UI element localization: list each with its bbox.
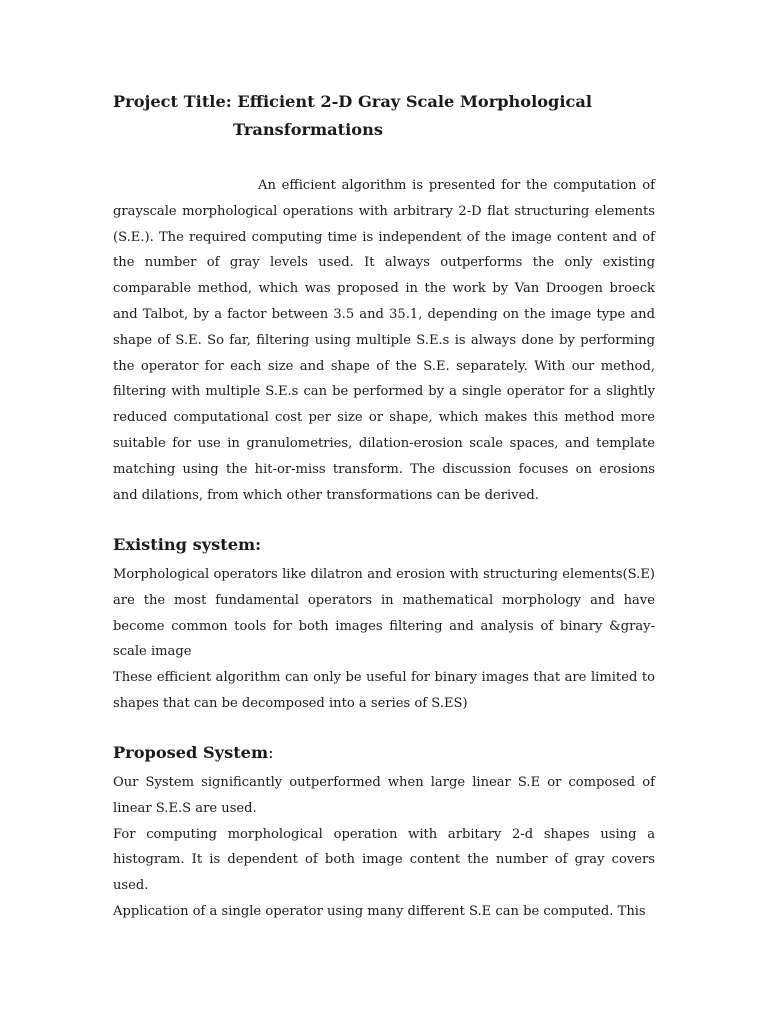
project-title	[113, 88, 658, 144]
abstract-paragraph: An efficient algorithm is presented for the computation of grayscale morphological operations with arbitrary 2-D flat structuring elements (S.E.). The required computing time is independent of the image content and of the number of gray levels used. It always outperforms the only existing comparable method, which was proposed in the work by Van Droogen broeck and Talbot, by a factor between 3.5 and 35.1, depending on the image type and shape of S.E. So far, filtering using multiple S.E.s is always done by performing the operator for each size and shape of the S.E. separately. With our method, filtering with multiple S.E.s can be performed by a single operator for a slightly reduced computational cost per size or shape, which makes this method more suitable for use in granulometries, dilation-erosion scale spaces, and template matching using the hit-or-miss transform. The discussion focuses on erosions and dilations, from which other transformations can be derived.	[113, 178, 655, 503]
title-line-1: Project Title: Efficient 2-D Gray Scale Morphological	[113, 92, 593, 111]
existing-paragraph-2: These efficient algorithm can only be useful for binary images that are limited to shapes that can be decomposed into a series of S.ES)	[113, 670, 655, 711]
proposed-heading-text: Proposed System	[113, 743, 269, 762]
proposed-paragraph-2: For computing morphological operation with arbitary 2-d shapes using a histogram. It is dependent of both image content the number of gray covers used.	[113, 826, 655, 894]
existing-system-heading: Existing system:	[113, 535, 262, 554]
existing-paragraph-1: Morphological operators like dilatron and erosion with structuring elements(S.E) are the most fundamental operators in mathematical morphology and have become common tools for both images filtering and analysis of binary &gray-scale image	[113, 567, 655, 660]
existing-system-body	[113, 562, 655, 717]
proposed-system-body	[113, 770, 655, 925]
proposed-system-heading	[113, 741, 274, 765]
proposed-heading-colon: :	[268, 743, 274, 762]
proposed-paragraph-1: Our System significantly outperformed when large linear S.E or composed of linear S.E.S are used.	[113, 775, 655, 816]
proposed-paragraph-3: Application of a single operator using many different S.E can be computed. This	[113, 903, 646, 919]
title-line-2: Transformations	[233, 120, 383, 139]
